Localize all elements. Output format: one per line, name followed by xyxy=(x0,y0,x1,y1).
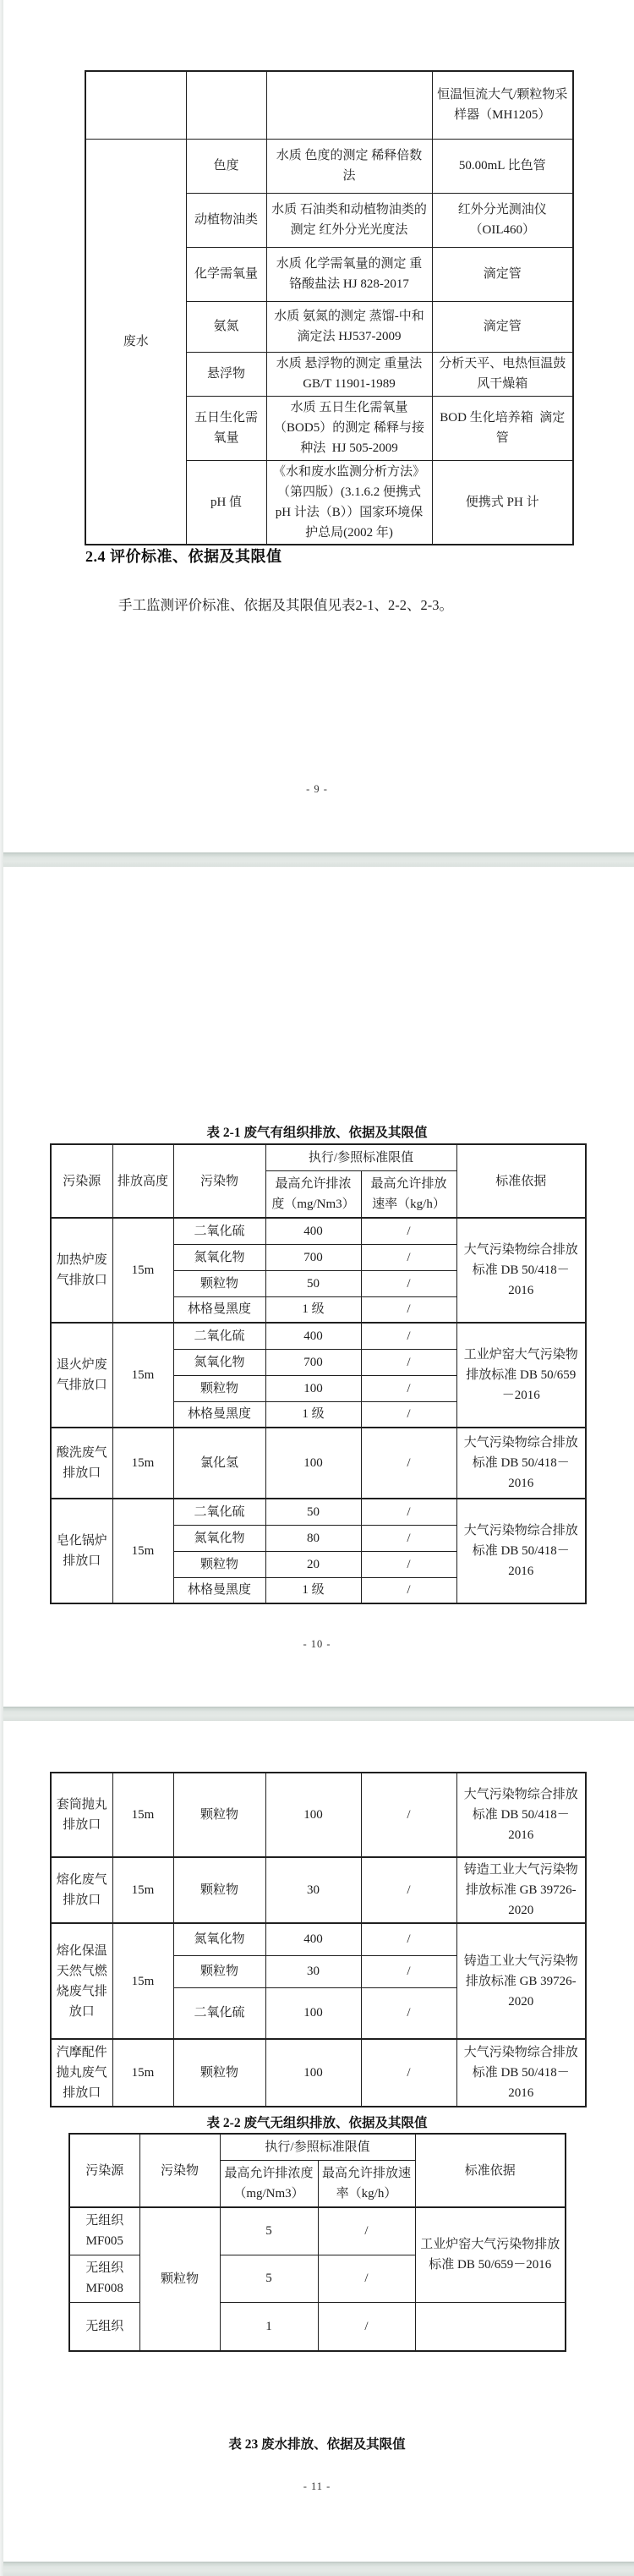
pollutant-cell: 颗粒物 xyxy=(173,1955,265,1987)
instrument-cell: 50.00mL 比色管 xyxy=(432,139,573,193)
conc-cell: 400 xyxy=(265,1923,361,1955)
page-separator xyxy=(0,852,634,867)
param-cell: 五日生化需氧量 xyxy=(186,396,266,460)
header-max-rate: 最高允许排放速率（kg/h） xyxy=(361,1170,456,1218)
page-separator xyxy=(0,2562,634,2576)
empty-cell xyxy=(266,71,432,139)
header-max-conc: 最高允许排浓度（mg/Nm3） xyxy=(265,1170,361,1218)
header-source: 污染源 xyxy=(69,2134,139,2207)
instrument-cell: 分析天平、电热恒温鼓风干燥箱 xyxy=(432,352,573,396)
conc-cell: 5 xyxy=(220,2255,318,2302)
instrument-cell: BOD 生化培养箱 滴定管 xyxy=(432,396,573,460)
empty-cell xyxy=(85,71,186,139)
conc-cell: 700 xyxy=(265,1244,361,1270)
rate-cell: / xyxy=(361,1401,456,1428)
rate-cell: / xyxy=(361,1857,456,1923)
pollutant-cell: 氮氧化物 xyxy=(173,1349,265,1375)
height-cell: 15m xyxy=(112,1218,173,1323)
basis-cell: 大气污染物综合排放标准 DB 50/418－2016 xyxy=(456,1218,586,1323)
param-cell: 色度 xyxy=(186,139,266,193)
param-cell: pH 值 xyxy=(186,460,266,545)
basis-cell: 工业炉窑大气污染物排放标准 DB 50/659－2016 xyxy=(456,1323,586,1428)
height-cell: 15m xyxy=(112,1499,173,1603)
pollutant-cell: 二氧化硫 xyxy=(173,1987,265,2039)
basis-cell: 铸造工业大气污染物排放标准 GB 39726-2020 xyxy=(456,1857,586,1923)
wastewater-monitoring-table xyxy=(85,70,574,545)
conc-cell: 1 级 xyxy=(265,1577,361,1603)
method-cell: 水质 色度的测定 稀释倍数法 xyxy=(266,139,432,193)
pollutant-cell: 颗粒物 xyxy=(173,2039,265,2107)
document-page-11 xyxy=(0,1721,634,2562)
source-cell: 皂化锅炉排放口 xyxy=(51,1499,112,1603)
pollutant-cell: 二氧化硫 xyxy=(173,1323,265,1349)
conc-cell: 1 级 xyxy=(265,1296,361,1323)
document-page-10 xyxy=(0,867,634,1707)
source-cell: 退火炉废气排放口 xyxy=(51,1323,112,1428)
param-cell: 化学需氧量 xyxy=(186,247,266,301)
conc-cell: 1 xyxy=(220,2302,318,2351)
rate-cell: / xyxy=(361,1923,456,1955)
pollutant-cell: 颗粒物 xyxy=(173,1270,265,1296)
table21-title: 表 2-1 废气有组织排放、依据及其限值 xyxy=(206,1126,428,1140)
conc-cell: 100 xyxy=(265,1428,361,1499)
basis-cell: 铸造工业大气污染物排放标准 GB 39726-2020 xyxy=(456,1923,586,2039)
instrument-cell: 红外分光测油仪（OIL460） xyxy=(432,193,573,247)
rate-cell: / xyxy=(361,1577,456,1603)
conc-cell: 400 xyxy=(265,1323,361,1349)
header-basis: 标准依据 xyxy=(456,1144,586,1218)
conc-cell: 80 xyxy=(265,1525,361,1551)
rate-cell: / xyxy=(361,1323,456,1349)
rate-cell: / xyxy=(361,1218,456,1244)
pollutant-cell: 颗粒物 xyxy=(173,1857,265,1923)
rate-cell: / xyxy=(318,2207,415,2255)
rate-cell: / xyxy=(318,2255,415,2302)
rate-cell: / xyxy=(361,1296,456,1323)
empty-cell xyxy=(186,71,266,139)
conc-cell: 1 级 xyxy=(265,1401,361,1428)
height-cell: 15m xyxy=(112,1323,173,1428)
pollutant-cell: 二氧化硫 xyxy=(173,1218,265,1244)
conc-cell: 50 xyxy=(265,1270,361,1296)
height-cell: 15m xyxy=(112,1428,173,1499)
conc-cell: 100 xyxy=(265,1375,361,1401)
rate-cell: / xyxy=(361,1375,456,1401)
page-separator xyxy=(0,1707,634,1721)
header-limit-group: 执行/参照标准限值 xyxy=(265,1144,456,1170)
basis-cell: 工业炉窑大气污染物排放标准 DB 50/659－2016 xyxy=(415,2207,566,2302)
header-basis: 标准依据 xyxy=(415,2134,566,2207)
conc-cell: 20 xyxy=(265,1551,361,1577)
rate-cell: / xyxy=(318,2302,415,2351)
conc-cell: 100 xyxy=(265,1773,361,1857)
pollutant-cell: 林格曼黑度 xyxy=(173,1296,265,1323)
conc-cell: 400 xyxy=(265,1218,361,1244)
rate-cell: / xyxy=(361,1551,456,1577)
conc-cell: 30 xyxy=(265,1955,361,1987)
page-left-edge xyxy=(0,0,3,2576)
source-cell: 熔化废气排放口 xyxy=(51,1857,112,1923)
page-number: - 10 - xyxy=(303,1638,331,1650)
pollutant-cell: 林格曼黑度 xyxy=(173,1401,265,1428)
header-limit-group: 执行/参照标准限值 xyxy=(220,2134,415,2160)
method-cell: 水质 石油类和动植物油类的测定 红外分光光度法 xyxy=(266,193,432,247)
stack-emission-table-continued xyxy=(50,1772,587,2107)
source-cell: 酸洗废气排放口 xyxy=(51,1428,112,1499)
rate-cell: / xyxy=(361,1428,456,1499)
document-page-9 xyxy=(0,0,634,852)
height-cell: 15m xyxy=(112,2039,173,2107)
fugitive-emission-table xyxy=(68,2133,566,2352)
method-cell: 水质 五日生化需氧量（BOD5）的测定 稀释与接种法 HJ 505-2009 xyxy=(266,396,432,460)
pollutant-cell: 氮氧化物 xyxy=(173,1244,265,1270)
header-height: 排放高度 xyxy=(112,1144,173,1218)
header-pollutant: 污染物 xyxy=(173,1144,265,1218)
page-number: - 11 - xyxy=(303,2480,331,2492)
pollutant-cell: 颗粒物 xyxy=(173,1375,265,1401)
rate-cell: / xyxy=(361,1499,456,1525)
param-cell: 悬浮物 xyxy=(186,352,266,396)
param-cell: 动植物油类 xyxy=(186,193,266,247)
page-number: - 9 - xyxy=(306,783,328,795)
pollutant-cell: 氮氧化物 xyxy=(173,1525,265,1551)
stack-emission-table xyxy=(50,1143,587,1604)
height-cell: 15m xyxy=(112,1923,173,2039)
rate-cell: / xyxy=(361,1244,456,1270)
source-cell: 汽摩配件抛丸废气排放口 xyxy=(51,2039,112,2107)
instrument-cell: 恒温恒流大气/颗粒物采样器（MH1205） xyxy=(432,71,573,139)
instrument-cell: 便携式 PH 计 xyxy=(432,460,573,545)
height-cell: 15m xyxy=(112,1857,173,1923)
conc-cell: 100 xyxy=(265,1987,361,2039)
pollutant-cell: 颗粒物 xyxy=(173,1773,265,1857)
instrument-cell: 滴定管 xyxy=(432,301,573,352)
rate-cell: / xyxy=(361,2039,456,2107)
instrument-cell: 滴定管 xyxy=(432,247,573,301)
basis-cell: 大气污染物综合排放标准 DB 50/418－2016 xyxy=(456,1428,586,1499)
pollutant-cell: 氯化氢 xyxy=(173,1428,265,1499)
method-cell: 水质 氨氮的测定 蒸馏-中和滴定法 HJ537-2009 xyxy=(266,301,432,352)
pollutant-cell: 颗粒物 xyxy=(173,1551,265,1577)
table23-title: 表 23 废水排放、依据及其限值 xyxy=(228,2437,406,2452)
pollutant-cell: 颗粒物 xyxy=(139,2207,220,2351)
source-cell: 套筒抛丸排放口 xyxy=(51,1773,112,1857)
source-cell: 熔化保温天然气燃烧废气排放口 xyxy=(51,1923,112,2039)
rate-cell: / xyxy=(361,1525,456,1551)
category-cell: 废水 xyxy=(85,139,186,545)
source-cell: 无组织 MF005 xyxy=(69,2207,139,2255)
height-cell: 15m xyxy=(112,1773,173,1857)
header-max-rate: 最高允许排放速率（kg/h） xyxy=(318,2160,415,2207)
source-cell: 无组织 xyxy=(69,2302,139,2351)
header-pollutant: 污染物 xyxy=(139,2134,220,2207)
rate-cell: / xyxy=(361,1987,456,2039)
conc-cell: 30 xyxy=(265,1857,361,1923)
source-cell: 无组织 MF008 xyxy=(69,2255,139,2302)
method-cell: 《水和废水监测分析方法》（第四版）(3.1.6.2 便携式 pH 计法（B））国家环境保护总局(2002 年) xyxy=(266,460,432,545)
header-max-conc: 最高允许排浓度（mg/Nm3） xyxy=(220,2160,318,2207)
pollutant-cell: 林格曼黑度 xyxy=(173,1577,265,1603)
conc-cell: 50 xyxy=(265,1499,361,1525)
header-source: 污染源 xyxy=(51,1144,112,1218)
basis-cell: 大气污染物综合排放标准 DB 50/418－2016 xyxy=(456,2039,586,2107)
basis-cell: 大气污染物综合排放标准 DB 50/418－2016 xyxy=(456,1773,586,1857)
table22-title: 表 2-2 废气无组织排放、依据及其限值 xyxy=(206,2116,428,2130)
body-paragraph: 手工监测评价标准、依据及其限值见表2-1、2-2、2-3。 xyxy=(118,597,453,613)
rate-cell: / xyxy=(361,1349,456,1375)
method-cell: 水质 化学需氧量的测定 重铬酸盐法 HJ 828-2017 xyxy=(266,247,432,301)
conc-cell: 5 xyxy=(220,2207,318,2255)
pollutant-cell: 二氧化硫 xyxy=(173,1499,265,1525)
method-cell: 水质 悬浮物的测定 重量法 GB/T 11901-1989 xyxy=(266,352,432,396)
param-cell: 氨氮 xyxy=(186,301,266,352)
basis-cell: 大气污染物综合排放标准 DB 50/418－2016 xyxy=(456,1499,586,1603)
conc-cell: 700 xyxy=(265,1349,361,1375)
rate-cell: / xyxy=(361,1270,456,1296)
source-cell: 加热炉废气排放口 xyxy=(51,1218,112,1323)
pollutant-cell: 氮氧化物 xyxy=(173,1923,265,1955)
rate-cell: / xyxy=(361,1773,456,1857)
conc-cell: 100 xyxy=(265,2039,361,2107)
rate-cell: / xyxy=(361,1955,456,1987)
section-heading: 2.4 评价标准、依据及其限值 xyxy=(85,548,282,565)
